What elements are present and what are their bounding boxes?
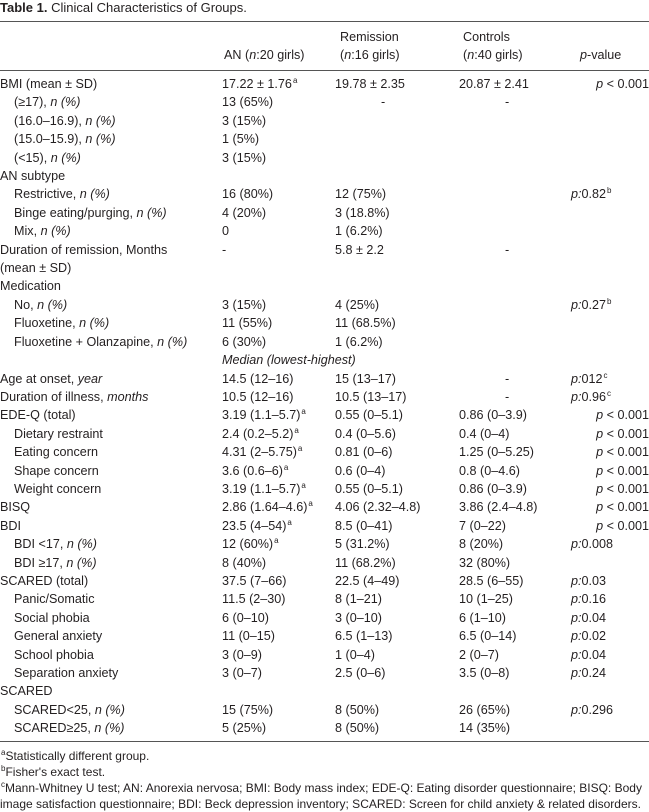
p-value-cell: [571, 517, 649, 535]
an-value: 1 (5%): [222, 132, 260, 147]
row-label: Binge eating/purging, n (%): [14, 205, 167, 220]
table-row: [0, 443, 649, 461]
p-value-cell: [571, 443, 649, 461]
remission-value: [335, 130, 459, 148]
row-label: Eating concern: [14, 445, 99, 460]
table-row: [0, 425, 649, 443]
p-value-cell: [571, 185, 649, 203]
row-label: (15.0–15.9), n (%): [14, 132, 116, 147]
an-value: 6 (0–10): [222, 610, 269, 625]
remission-value: 15 (13–17): [335, 371, 396, 386]
remission-value: 10.5 (13–17): [335, 389, 407, 404]
table-row: [0, 277, 649, 295]
controls-value: [459, 149, 571, 167]
p-value-cell: [571, 572, 649, 590]
row-label: Weight concern: [14, 481, 102, 496]
p-value: p < 0.001: [596, 426, 649, 441]
remission-value: 4.06 (2.32–4.8): [335, 500, 421, 515]
table-row: [0, 719, 649, 737]
remission-value: 1 (6.2%): [335, 224, 383, 239]
table-row: [0, 572, 649, 590]
table-row: [0, 664, 649, 682]
table-row: [0, 535, 649, 553]
median-subheader: Median (lowest-highest): [222, 353, 356, 368]
remission-value: 3 (0–10): [335, 610, 382, 625]
row-label: BDI ≥17, n (%): [14, 555, 97, 570]
remission-value: 0.55 (0–5.1): [335, 481, 403, 496]
table-row: [0, 480, 649, 498]
remission-value: [335, 682, 459, 700]
remission-value: 5.8 ± 2.2: [335, 242, 384, 257]
remission-value: 3 (18.8%): [335, 205, 390, 220]
table-row: [0, 204, 649, 222]
table-row: [0, 241, 649, 259]
controls-value: -: [505, 95, 510, 110]
table-row: [0, 627, 649, 645]
an-value: 3 (0–9): [222, 647, 262, 662]
row-label: (≥17), n (%): [14, 95, 81, 110]
table-row: [0, 462, 649, 480]
table-title: [0, 0, 247, 15]
remission-value: 1 (6.2%): [335, 334, 383, 349]
row-label: BDI: [0, 518, 21, 533]
p-value: p:0.296: [571, 702, 614, 717]
row-label: General anxiety: [14, 629, 103, 644]
remission-value: 6.5 (1–13): [335, 629, 393, 644]
row-label: SCARED≥25, n (%): [14, 721, 125, 736]
p-value: p < 0.001: [596, 500, 649, 515]
p-value-cell: [571, 388, 649, 406]
table-row: [0, 314, 649, 332]
an-value: 37.5 (7–66): [222, 573, 287, 588]
remission-value: 0.55 (0–5.1): [335, 408, 403, 423]
an-value: -: [222, 242, 227, 257]
row-label: Dietary restraint: [14, 426, 103, 441]
row-label: Fluoxetine + Olanzapine, n (%): [14, 334, 188, 349]
p-value-cell: [571, 627, 649, 645]
table-row: [0, 296, 649, 314]
p-value: p < 0.001: [596, 463, 649, 478]
controls-value: 7 (0–22): [459, 518, 506, 533]
header-p-value: p-value: [580, 48, 622, 62]
controls-value: 0.4 (0–4): [459, 426, 510, 441]
remission-value: -: [381, 95, 386, 110]
p-value-cell: [571, 590, 649, 608]
table-row: [0, 112, 649, 130]
controls-value: [459, 204, 571, 222]
row-label: (16.0–16.9), n (%): [14, 113, 116, 128]
row-label: BISQ: [0, 500, 31, 515]
remission-value: 1 (0–4): [335, 647, 375, 662]
remission-value: 2.5 (0–6): [335, 666, 386, 680]
row-label: Fluoxetine, n (%): [14, 316, 110, 331]
p-value-cell: [571, 664, 649, 682]
table-row: [0, 554, 649, 572]
p-value-cell: [571, 296, 649, 314]
p-value-cell: [571, 425, 649, 443]
table-row: [0, 682, 649, 700]
an-value: 3 (0–7): [222, 666, 262, 680]
header-an: AN (n:20 girls): [224, 48, 305, 62]
row-label: EDE-Q (total): [0, 408, 76, 423]
p-footnote-mark: b: [607, 186, 612, 196]
controls-value: [459, 682, 571, 700]
p-value-cell: [571, 646, 649, 664]
table-row: [0, 646, 649, 664]
controls-value: 28.5 (6–55): [459, 573, 524, 588]
p-value: p:0.96: [571, 389, 607, 404]
an-value: 8 (40%): [222, 555, 267, 570]
top-rule: [0, 21, 649, 22]
remission-value: 11 (68.5%): [335, 316, 396, 331]
row-label: SCARED (total): [0, 573, 89, 588]
an-value: 14.5 (12–16): [222, 371, 294, 386]
an-value: 2.4 $(0.2-5.2)^a$: [222, 425, 299, 441]
table-row: [0, 75, 649, 93]
remission-value: 12 (75%): [335, 187, 387, 202]
an-value: 11 (0–15): [222, 629, 275, 644]
an-value: 16 (80%): [222, 187, 274, 202]
row-label: BMI (mean ± SD): [0, 77, 98, 91]
row-label: Mix, n (%): [14, 224, 71, 239]
footnote: $^c$Mann-Whitney U test; AN: Anorexia nervosa; BMI: Body mass index; EDE-Q: Eating disorder questionnaire; BISQ: Body image satisfaction questionnaire; BDI: Beck depression inventory; SCARED: Screen for child anxiety & related disorders.: [0, 780, 642, 811]
p-value-cell: [571, 609, 649, 627]
controls-value: 6.5 (0–14): [459, 629, 517, 644]
row-label: (mean ± SD): [0, 261, 72, 276]
header-rule: [0, 70, 649, 71]
row-label: BDI <17, n (%): [14, 537, 97, 552]
controls-value: [459, 296, 571, 314]
remission-value: 22.5 (4–49): [335, 573, 400, 588]
table-row: [0, 130, 649, 148]
an-value: 3 (15%): [222, 113, 267, 128]
table-row: [0, 609, 649, 627]
p-value: p < 0.001: [596, 77, 649, 91]
bottom-rule: [0, 741, 649, 742]
footnote: $^a$Statistically different group.: [1, 748, 150, 763]
remission-value: [335, 112, 459, 130]
controls-value: 6 (1–10): [459, 610, 506, 625]
controls-value: 2 (0–7): [459, 647, 499, 662]
controls-value: 14 (35%): [459, 721, 511, 736]
p-value-cell: [571, 498, 649, 516]
controls-value: 1.25 (0–5.25): [459, 445, 534, 460]
remission-value: 0.4 (0–5.6): [335, 426, 396, 441]
p-value: p:0.008: [571, 537, 614, 552]
row-label: Separation anxiety: [14, 666, 119, 680]
an-value: 3 (15%): [222, 150, 267, 165]
p-value: p:0.16: [571, 592, 607, 607]
an-value: 11.5 (2–30): [222, 592, 286, 607]
table-caption: Clinical Characteristics of Groups.: [51, 0, 247, 15]
header-remission: Remission (n:16 girls): [340, 30, 400, 62]
an-value: 10.5 (12–16): [222, 389, 294, 404]
an-value: 12 $(60\%)^a$: [222, 536, 279, 552]
row-label: (<15), n (%): [14, 150, 81, 165]
remission-value: 0.81 (0–6): [335, 445, 393, 460]
controls-value: [459, 277, 571, 295]
table-row: [0, 406, 649, 424]
row-label: Panic/Somatic: [14, 592, 95, 607]
an-value: 23.5 $(4-54)^a$: [222, 517, 292, 533]
p-value: p:0.24: [571, 666, 607, 680]
footnote: $^b$Fisher's exact test.: [1, 764, 106, 779]
p-value-cell: [571, 701, 649, 719]
table-row: [0, 388, 649, 406]
remission-value: 0.6 (0–4): [335, 463, 386, 478]
p-footnote-mark: b: [607, 296, 612, 306]
table-row: [0, 517, 649, 535]
controls-value: 20.87 ± 2.41: [459, 77, 529, 91]
p-value-cell: [571, 406, 649, 424]
an-value: 6 (30%): [222, 334, 267, 349]
controls-value: [459, 333, 571, 351]
remission-value: [335, 149, 459, 167]
remission-value: 8 (50%): [335, 702, 380, 717]
row-label: Duration of remission, Months: [0, 242, 168, 257]
table-label: Table 1.: [0, 0, 48, 15]
remission-value: 8 (50%): [335, 721, 380, 736]
controls-value: [459, 112, 571, 130]
remission-value: [335, 259, 459, 277]
controls-value: 32 (80%): [459, 555, 511, 570]
data-table: [0, 75, 649, 738]
controls-value: [459, 259, 571, 277]
an-value: [222, 682, 335, 700]
controls-value: [459, 167, 571, 185]
table-row: [0, 370, 649, 388]
an-value: 4 (20%): [222, 205, 267, 220]
p-value: p < 0.001: [596, 518, 649, 533]
row-label: Restrictive, n (%): [14, 187, 110, 202]
table-row: [0, 590, 649, 608]
p-value: p:0.03: [571, 573, 607, 588]
footnotes: [0, 748, 649, 812]
row-label: SCARED<25, n (%): [14, 702, 125, 717]
an-value: 0: [222, 224, 230, 239]
remission-value: 4 (25%): [335, 297, 380, 312]
an-value: 2.86 $(1.64-4.6)^a$: [222, 499, 313, 515]
p-value: p:0.27: [571, 297, 607, 312]
an-value: 3.19 $(1.1-5.7)^a$: [222, 480, 306, 496]
remission-value: [335, 167, 459, 185]
header-controls: Controls (n:40 girls): [463, 30, 523, 62]
controls-value: 3.5 (0–8): [459, 666, 510, 680]
remission-value: 5 (31.2%): [335, 537, 390, 552]
table-row: [0, 351, 649, 369]
p-value: p < 0.001: [596, 481, 649, 496]
an-value: 3.19 $(1.1-5.7)^a$: [222, 407, 306, 423]
p-value-cell: [571, 535, 649, 553]
an-value: 4.31 $(2-5.75)^a$: [222, 444, 303, 460]
controls-value: 0.86 (0–3.9): [459, 481, 527, 496]
an-value: 13 (65%): [222, 95, 274, 110]
an-value: 3 (15%): [222, 297, 267, 312]
table-row: [0, 222, 649, 240]
remission-value: 8.5 (0–41): [335, 518, 393, 533]
table-row: [0, 498, 649, 516]
row-label: Shape concern: [14, 463, 99, 478]
controls-value: -: [505, 371, 510, 386]
row-label: No, n (%): [14, 297, 68, 312]
p-value: p < 0.001: [596, 408, 649, 423]
an-value: 15 (75%): [222, 702, 274, 717]
an-value: [222, 277, 335, 295]
an-value: 17.22 ± 1.76$^a$: [222, 76, 298, 91]
an-value: [222, 259, 335, 277]
an-value: 5 (25%): [222, 721, 267, 736]
row-label: Social phobia: [14, 610, 90, 625]
remission-value: 8 (1–21): [335, 592, 382, 607]
row-label: Duration of illness, months: [0, 389, 149, 404]
table-row: [0, 259, 649, 277]
p-value: p < 0.001: [596, 445, 649, 460]
p-value: p:012: [571, 371, 603, 386]
p-value-cell: [571, 480, 649, 498]
p-footnote-mark: c: [607, 388, 612, 398]
controls-value: 0.8 (0–4.6): [459, 463, 520, 478]
p-value-cell: [571, 462, 649, 480]
controls-value: 0.86 (0–3.9): [459, 408, 527, 423]
controls-value: [459, 222, 571, 240]
table-row: [0, 701, 649, 719]
table-row: [0, 185, 649, 203]
remission-value: 19.78 ± 2.35: [335, 77, 405, 91]
controls-value: [459, 314, 571, 332]
controls-value: 8 (20%): [459, 537, 504, 552]
row-label: Age at onset, year: [0, 371, 103, 386]
row-label: SCARED: [0, 684, 53, 699]
controls-value: [459, 130, 571, 148]
row-label: AN subtype: [0, 169, 66, 184]
table-row: [0, 333, 649, 351]
controls-value: 3.86 (2.4–4.8): [459, 500, 538, 515]
controls-value: [459, 185, 571, 203]
row-label: Medication: [0, 279, 61, 294]
an-value: [222, 167, 335, 185]
p-value: p:0.02: [571, 629, 607, 644]
controls-value: 10 (1–25): [459, 592, 513, 607]
p-value-cell: [571, 75, 649, 93]
remission-value: [335, 277, 459, 295]
controls-value: -: [505, 242, 510, 257]
p-value: p:0.04: [571, 647, 607, 662]
p-value: p:0.82: [571, 187, 607, 202]
row-label: School phobia: [14, 647, 94, 662]
remission-value: 11 (68.2%): [335, 555, 396, 570]
p-value-cell: [571, 370, 649, 388]
an-value: 11 (55%): [222, 316, 273, 331]
an-value: 3.6 $(0.6-6)^a$: [222, 462, 289, 478]
controls-value: -: [505, 389, 510, 404]
table-row: [0, 149, 649, 167]
table-row: [0, 93, 649, 111]
controls-value: 26 (65%): [459, 702, 511, 717]
p-value: p:0.04: [571, 610, 607, 625]
table-row: [0, 167, 649, 185]
p-footnote-mark: c: [603, 370, 608, 380]
